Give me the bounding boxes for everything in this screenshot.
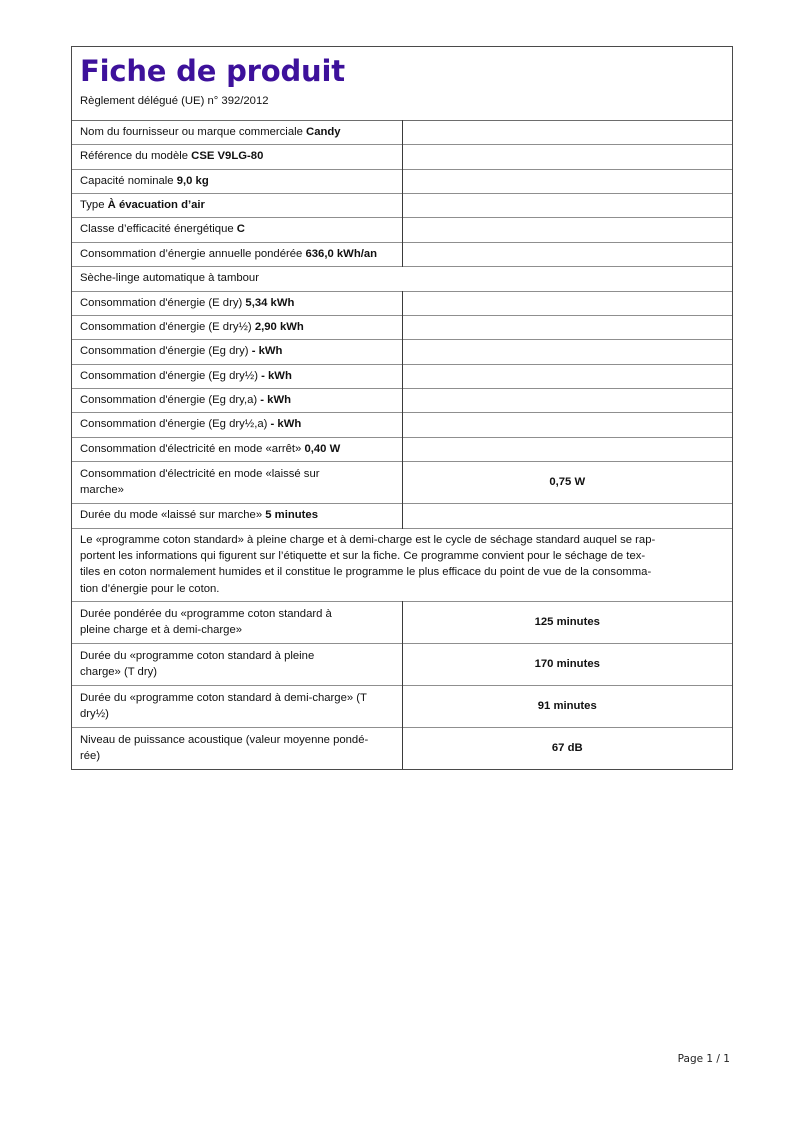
spec-label-text: Consommation d’énergie annuelle pondérée [80,247,306,260]
spec-label-line2: charge» (T dry) [80,666,158,679]
spec-value-cell [402,218,732,242]
page-title: Fiche de produit [80,54,345,88]
spec-value-cell [402,291,732,315]
table-row [72,437,732,461]
spec-label-cell [72,686,402,728]
spec-label-line1: Durée du «programme coton standard à pleine [80,649,315,662]
spec-label-text: Consommation d'énergie (Eg dry½) [80,369,262,382]
spec-value-cell [402,315,732,339]
spec-label-value: 5,34 kWh [245,296,295,309]
spec-label-line1: Consommation d'électricité en mode «laissé sur [80,467,320,480]
table-row [72,194,732,218]
spec-label-value: - kWh [251,345,283,358]
table-row [72,242,732,266]
spec-label-value: 0,40 W [304,442,341,455]
spec-label-cell [72,462,402,504]
spec-value-cell [402,145,732,169]
spec-label-cell [72,120,402,144]
spec-label-cell [72,145,402,169]
spec-value-cell [402,504,732,528]
spec-label-value: 636,0 kWh/an [305,247,378,260]
table-row [72,267,732,291]
regulation-reference: Règlement délégué (UE) n° 392/2012 [80,95,269,108]
spec-label-text: Consommation d'énergie (E dry) [80,296,246,309]
spec-label-text: Classe d’efficacité énergétique [80,223,237,236]
spec-label-cell [72,291,402,315]
spec-label-cell [72,389,402,413]
spec-label-cell [72,315,402,339]
spec-label-text: Référence du modèle [80,150,192,163]
spec-label-text: Consommation d'énergie (Eg dry½,a) [80,418,271,431]
spec-value-cell [402,120,732,144]
spec-label-cell [72,242,402,266]
spec-value-cell [402,242,732,266]
spec-label-value: - kWh [270,418,302,431]
spec-label-cell [72,413,402,437]
spec-value-cell [402,169,732,193]
spec-value-cell [402,340,732,364]
spec-label-text: Durée du mode «laissé sur marche» [80,509,266,522]
spec-label-cell [72,218,402,242]
table-row [72,145,732,169]
product-sheet-frame [71,46,733,770]
spec-value-cell: 91 minutes [402,686,732,728]
spec-label-text: Consommation d'énergie (Eg dry,a) [80,394,261,407]
table-row [72,389,732,413]
spec-fullwidth-cell: Sèche-linge automatique à tambour [72,267,732,291]
table-row [72,686,732,728]
spec-label-line2: marche» [80,484,124,497]
spec-value-cell [402,413,732,437]
note-line-4: tion d’énergie pour le coton. [80,582,220,595]
spec-label-value: 5 minutes [265,509,318,522]
table-row [72,120,732,144]
spec-label-text: Consommation d'énergie (Eg dry) [80,345,252,358]
spec-label-line2: rée) [80,750,101,763]
table-row [72,364,732,388]
table-row [72,602,732,644]
spec-label-cell [72,602,402,644]
spec-value-cell: 170 minutes [402,644,732,686]
note-line-3: tiles en coton normalement humides et il constitue le programme le plus efficace du point de vue de la consomma- [80,566,652,579]
spec-value-cell [402,389,732,413]
table-row [72,413,732,437]
spec-label-cell [72,194,402,218]
spec-label-line2: dry½) [80,708,109,721]
spec-label-value: - kWh [261,369,292,382]
note-line-1: Le «programme coton standard» à pleine charge et à demi-charge est le cycle de séchage standard auquel se rap- [80,533,656,546]
spec-label-cell [72,437,402,461]
spec-label-line2: pleine charge et à demi-charge» [80,624,243,637]
table-row [72,315,732,339]
table-row [72,340,732,364]
spec-label-text: Type [80,199,108,212]
spec-value-cell [402,437,732,461]
table-row [72,169,732,193]
product-spec-table [72,120,732,770]
spec-label-value: À évacuation d’air [107,199,205,212]
spec-label-text: Nom du fournisseur ou marque commerciale [80,125,307,138]
spec-label-line1: Durée du «programme coton standard à demi-charge» (T [80,691,367,704]
spec-label-line1: Durée pondérée du «programme coton standard à [80,607,332,620]
table-row [72,291,732,315]
spec-label-cell [72,169,402,193]
spec-label-cell [72,340,402,364]
page-footer [0,1053,802,1065]
document-header [72,47,732,120]
spec-label-text: Consommation d'énergie (E dry½) [80,320,255,333]
spec-label-value: CSE V9LG-80 [191,150,264,163]
spec-label-value: - kWh [260,394,292,407]
spec-label-line1: Niveau de puissance acoustique (valeur moyenne pondé- [80,733,369,746]
table-row [72,644,732,686]
spec-value-cell: 67 dB [402,728,732,770]
table-row [72,218,732,242]
spec-label-text: Consommation d'électricité en mode «arrêt» [80,442,305,455]
spec-table-body [72,120,732,769]
table-row-paragraph [72,528,732,602]
spec-value-cell [402,194,732,218]
spec-label-cell [72,364,402,388]
spec-label-value: 2,90 kWh [254,320,304,333]
spec-value-cell: 0,75 W [402,462,732,504]
spec-label-value: Candy [306,125,341,138]
spec-label-text: Capacité nominale [80,174,177,187]
standard-programme-note [72,528,732,602]
spec-value-cell [402,364,732,388]
spec-value-cell: 125 minutes [402,602,732,644]
table-row [72,504,732,528]
note-line-2: portent les informations qui figurent sur l’étiquette et sur la fiche. Ce programme convient pour le séchage de tex- [80,549,646,562]
page-number-label: Page 1 / 1 [677,1053,730,1065]
spec-label-cell [72,644,402,686]
spec-label-value: 9,0 kg [176,174,209,187]
spec-label-cell [72,504,402,528]
spec-label-cell [72,728,402,770]
table-row [72,462,732,504]
table-row [72,728,732,770]
spec-label-value: C [236,223,245,236]
